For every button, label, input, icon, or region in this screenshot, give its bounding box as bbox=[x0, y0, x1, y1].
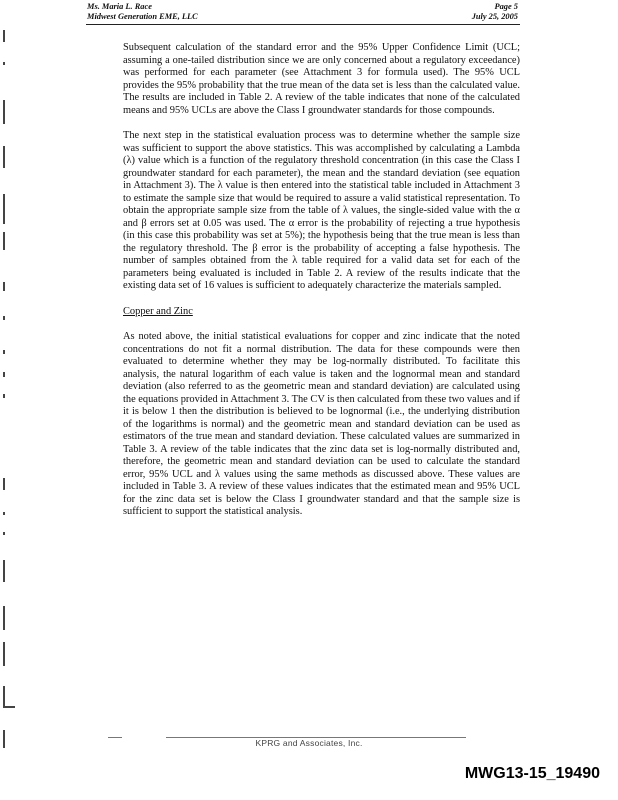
header-divider bbox=[86, 24, 520, 25]
header-right bbox=[472, 2, 518, 22]
addressee-company: Midwest Generation EME, LLC bbox=[87, 12, 198, 21]
header-left bbox=[87, 2, 198, 22]
paragraph-copper-zinc: As noted above, the initial statistical evaluations for copper and zinc indicate that the noted concentrations do not fit a normal distribution. The data for these compounds were then evaluated to determine whether they may be log-normally distributed. To facilitate this analysis, the natural logarithm of each value is taken and the lognormal mean and standard deviation (also referred to as the geometric mean and standard deviation) are calculated using the equations provided in Attachment 3. The CV is then calculated from these two values and if it is below 1 then the distribution is believed to be lognormal (i.e., the underlying distribution of the logarithms is normal) and the geometric mean and standard deviation can be used as estimators of the true mean and standard deviation. These calculated values are summarized in Table 3. A review of the table indicates that the zinc data set is log-normally distributed and, therefore, the geometric mean and standard deviation can be used to calculate the standard error, 95% UCL and λ values using the same methods as discussed above. These values are included in Table 3. A review of these values indicates that the estimated mean and 95% UCL for the zinc data set is below the Class I groundwater standard and that the sample size is sufficient to support the statistical analysis. bbox=[123, 331, 520, 517]
addressee-name: Ms. Maria L. Race bbox=[87, 2, 152, 11]
page-number: Page 5 bbox=[494, 2, 518, 11]
document-date: July 25, 2005 bbox=[471, 12, 518, 21]
bates-stamp: MWG13-15_19490 bbox=[464, 765, 600, 782]
letter-body bbox=[123, 42, 520, 532]
section-heading-copper-zinc: Copper and Zinc bbox=[123, 305, 193, 317]
paragraph-ucl: Subsequent calculation of the standard error and the 95% Upper Confidence Limit (UCL; assuming a one-tailed distribution since we are only concerned about a regulatory exceedance) was performed for each parameter (see Attachment 3 for formula used). The 95% UCL provides the 95% probability that the true mean of the data set is less than the calculated value. The results are included in Table 2. A review of the table indicates that none of the calculated means and 95% UCLs are above the Class I groundwater standards for those compounds. bbox=[123, 42, 520, 116]
footer-firm-name: KPRG and Associates, Inc. bbox=[255, 738, 363, 748]
paragraph-sample-size: The next step in the statistical evaluation process was to determine whether the sample size was sufficient to support the above statistics. This was accomplished by calculating a Lambda (λ) value which is a function of the regulatory threshold concentration (in this case the Class I groundwater standard for each parameter), the mean and the standard deviation (see equation in Attachment 3). The λ value is then entered into the statistical table included in Attachment 3 to estimate the sample size that would be required to assure a valid statistical representation. To obtain the appropriate sample size from the table of λ values, the single-sided value with the α and β errors set at 0.05 was used. The α error is the probability of rejecting a true hypothesis (in this case this probability was set at 5%); the hypothesis being that the true mean is less than the regulatory threshold. The β error is the probability of accepting a false hypothesis. The number of samples obtained from the λ table required for a valid data set for each of the parameters being evaluated is included in Table 2. A review of the results indicate that the existing data set of 16 values is sufficient to adequately characterize the materials sampled. bbox=[123, 130, 520, 291]
